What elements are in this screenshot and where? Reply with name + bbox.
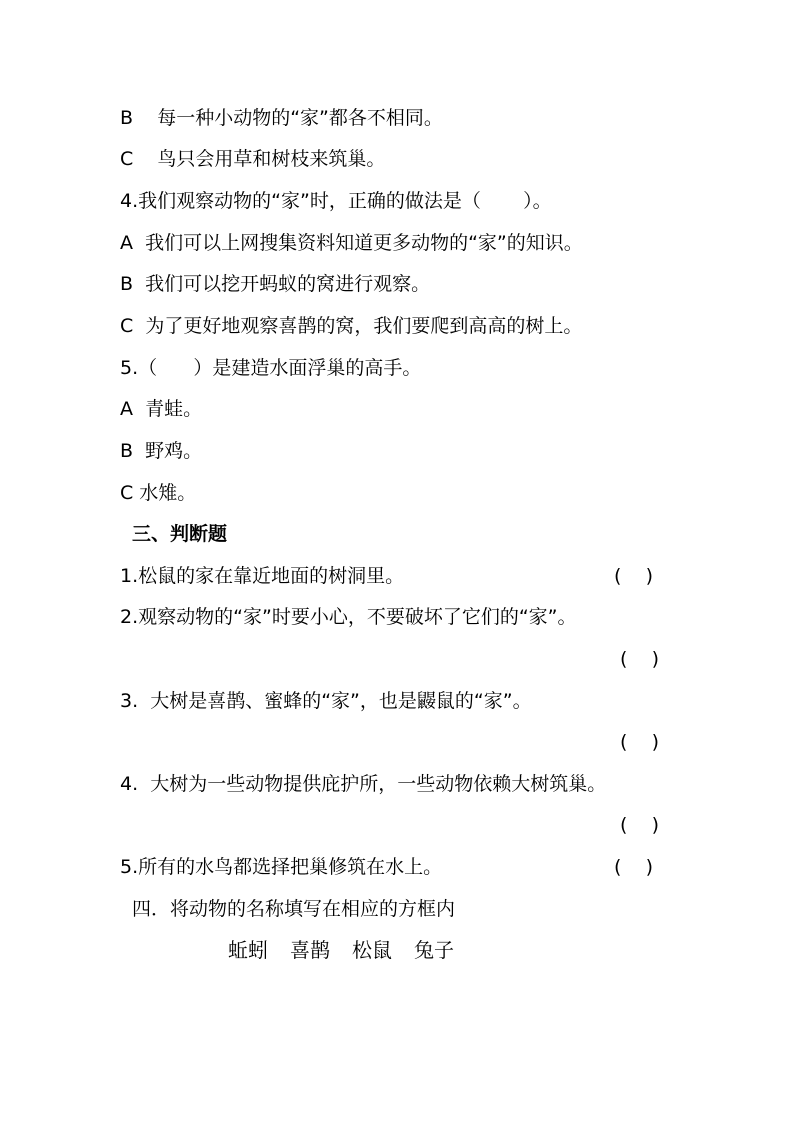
q5-option-b: B 野鸡。 <box>120 440 203 462</box>
q4-option-c: C 为了更好地观察喜鹊的窝，我们要爬到高高的树上。 <box>120 315 583 337</box>
word-earthworm: 蚯蚓 <box>228 938 268 962</box>
option-c: C 鸟只会用草和树枝来筑巢。 <box>120 148 386 170</box>
judge-item-2: 2.观察动物的“家”时要小心，不要破坏了它们的“家”。 <box>120 606 577 628</box>
q5-option-a: A 青蛙。 <box>120 398 203 420</box>
answer-blank-1[interactable]: ( ) <box>614 565 653 587</box>
word-rabbit: 兔子 <box>414 938 454 962</box>
answer-blank-3[interactable]: ( ) <box>620 731 659 753</box>
answer-blank-4[interactable]: ( ) <box>620 814 659 836</box>
judge-item-4: 4. 大树为一些动物提供庇护所，一些动物依赖大树筑巢。 <box>120 773 607 795</box>
judge-item-5: 5.所有的水鸟都选择把巢修筑在水上。 <box>120 856 443 878</box>
word-bank <box>228 938 476 962</box>
section-4-title: 四．将动物的名称填写在相应的方框内 <box>132 898 456 920</box>
word-magpie: 喜鹊 <box>290 938 330 962</box>
option-b: B 每一种小动物的“家”都各不相同。 <box>120 107 443 129</box>
word-squirrel: 松鼠 <box>352 938 392 962</box>
question-4: 4.我们观察动物的“家”时，正确的做法是（ ）。 <box>120 190 552 212</box>
q4-option-b: B 我们可以挖开蚂蚁的窝进行观察。 <box>120 273 431 295</box>
judge-item-3: 3. 大树是喜鹊、蜜蜂的“家”，也是鼹鼠的“家”。 <box>120 690 532 712</box>
answer-blank-2[interactable]: ( ) <box>620 648 659 670</box>
question-5: 5.（ ）是建造水面浮巢的高手。 <box>120 357 422 379</box>
judge-item-1: 1.松鼠的家在靠近地面的树洞里。 <box>120 565 405 587</box>
answer-blank-5[interactable]: ( ) <box>614 856 653 878</box>
section-3-title: 三、判断题 <box>132 523 228 545</box>
q5-option-c: C 水雉。 <box>120 482 197 504</box>
q4-option-a: A 我们可以上网搜集资料知道更多动物的“家”的知识。 <box>120 232 583 254</box>
